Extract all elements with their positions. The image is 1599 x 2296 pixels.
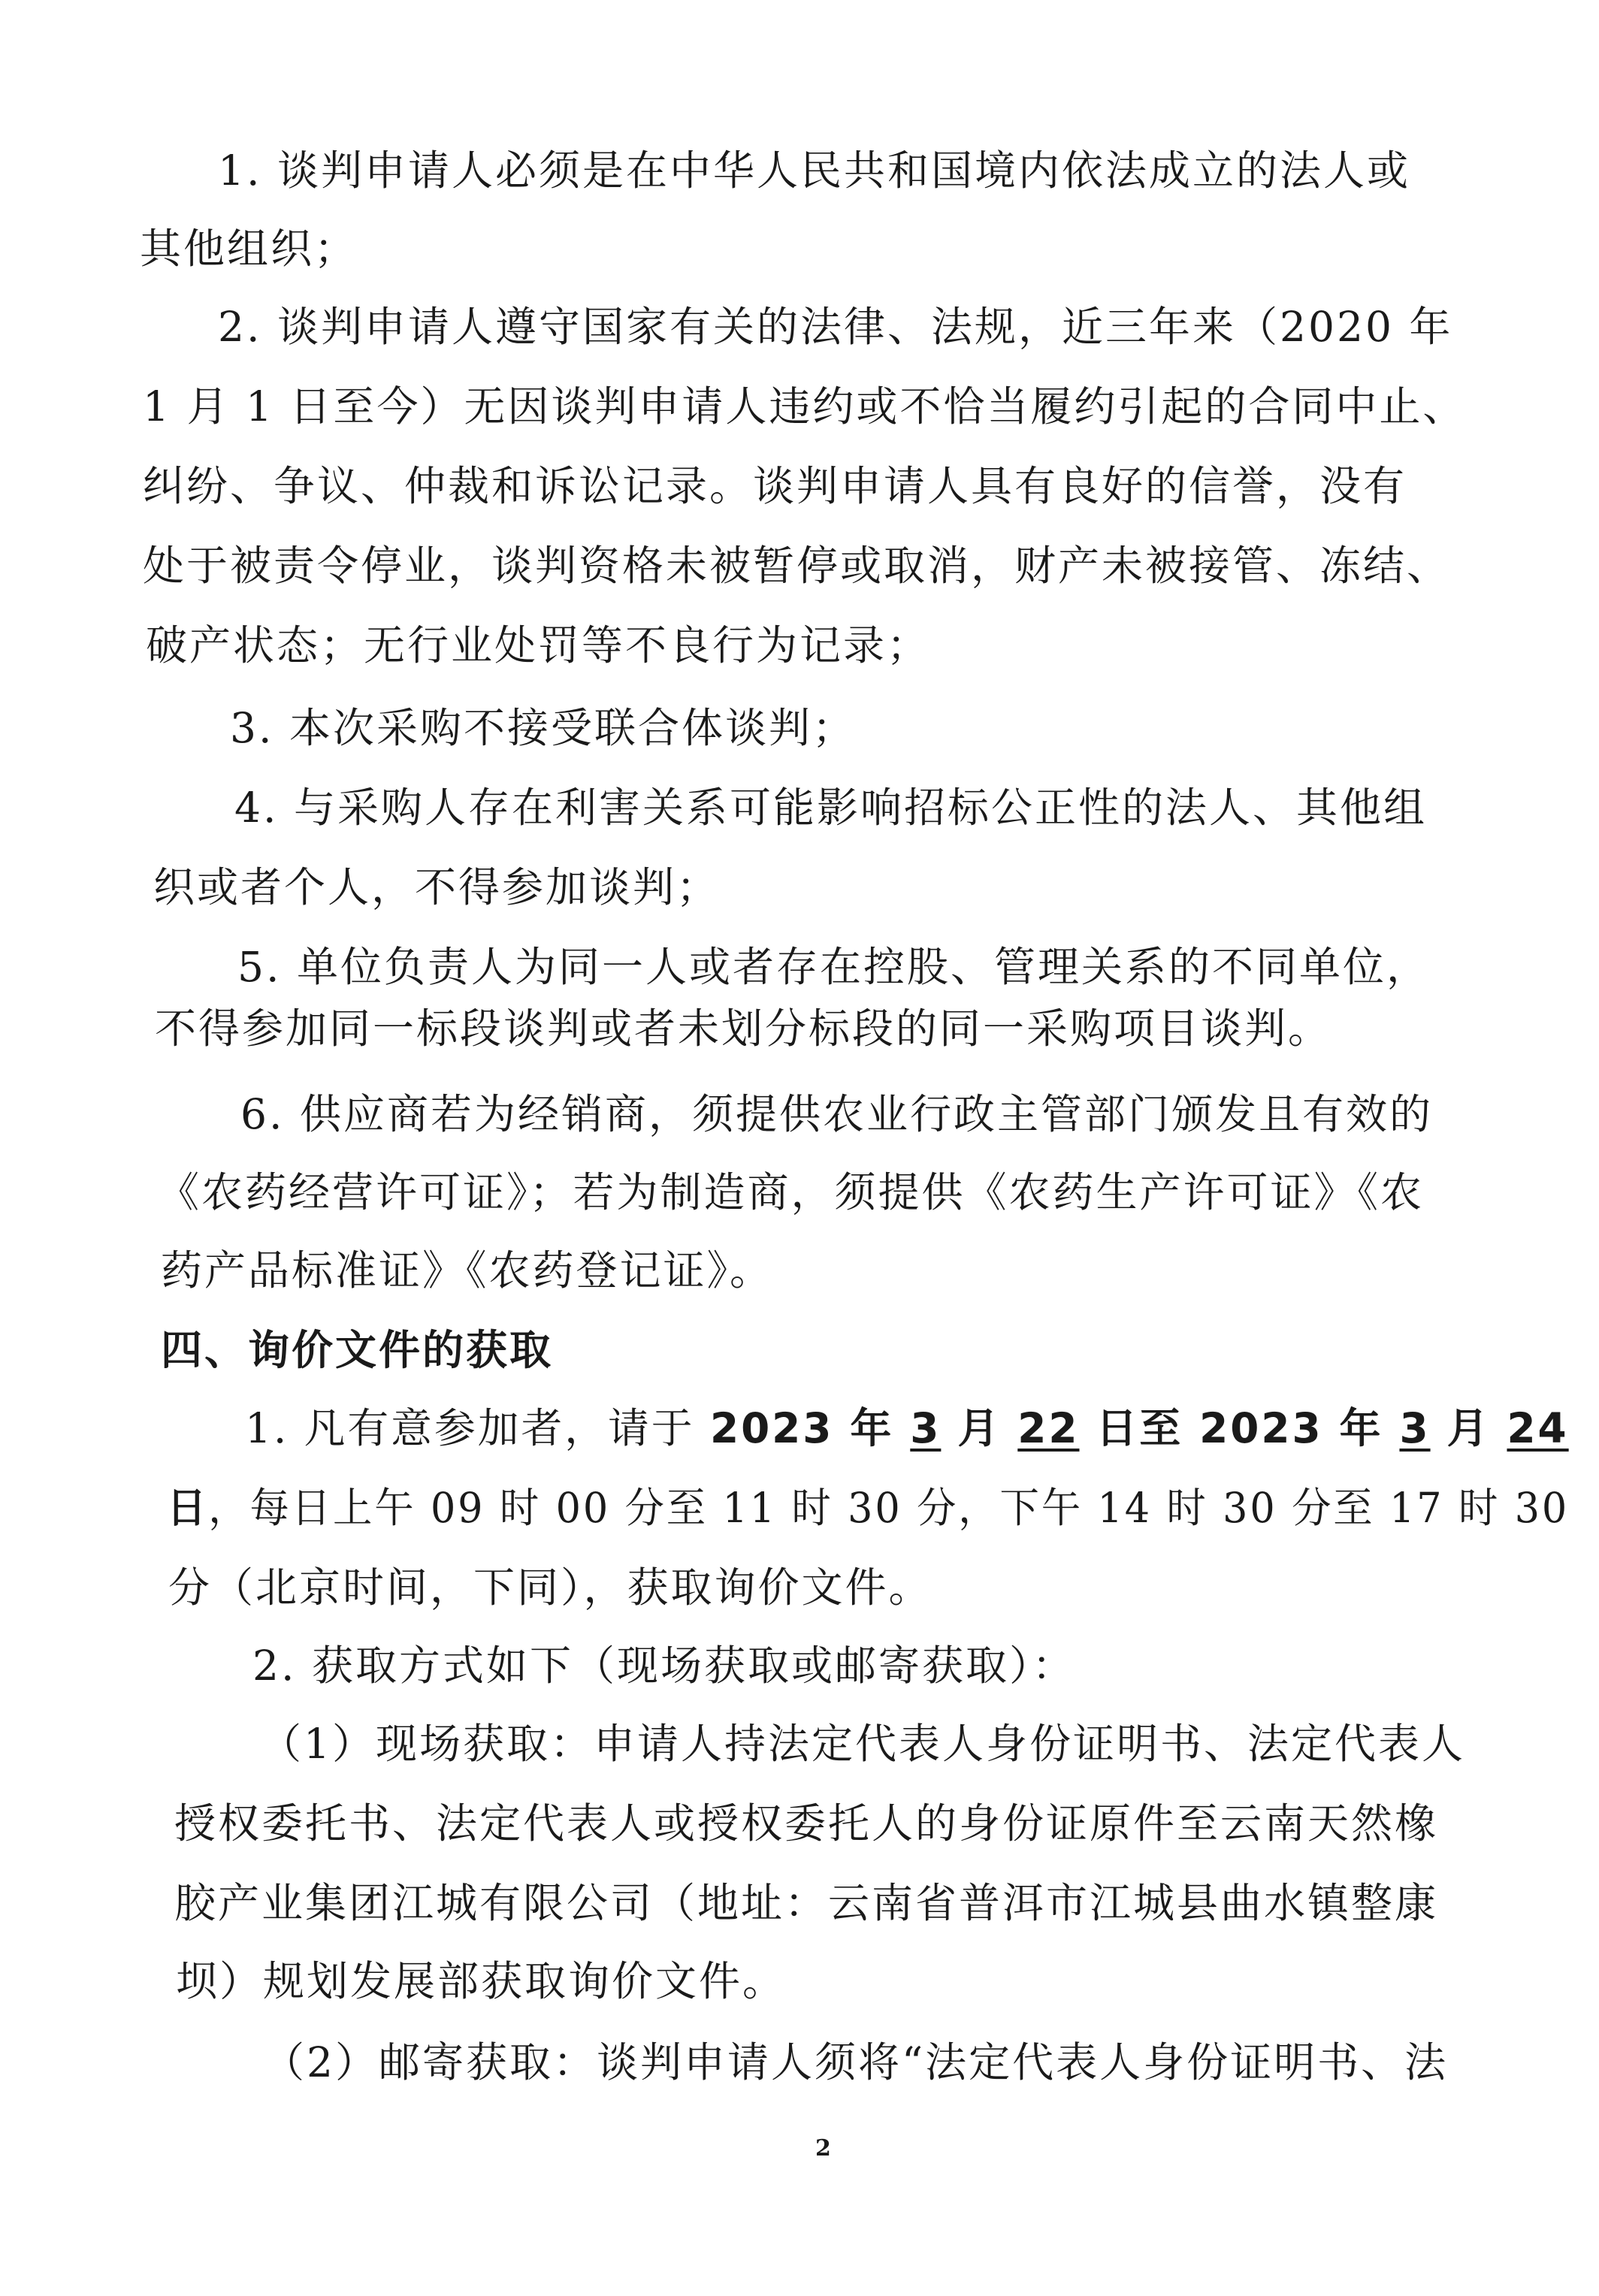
paragraph-line: 2. 获取方式如下（现场获取或邮寄获取）： bbox=[252, 1642, 1076, 1690]
end-day: 24 bbox=[1507, 1404, 1569, 1452]
paragraph-line: 分（北京时间，下同），获取询价文件。 bbox=[168, 1563, 932, 1612]
month-label: 月 bbox=[941, 1404, 1018, 1452]
end-year: 2023 bbox=[1199, 1404, 1323, 1452]
start-year: 2023 bbox=[709, 1404, 834, 1452]
paragraph-line: 织或者个人，不得参加谈判； bbox=[153, 863, 721, 911]
paragraph-line: 授权委托书、法定代表人或授权委托人的身份证原件至云南天然橡 bbox=[174, 1799, 1439, 1847]
paragraph-line: 《农药经营许可证》；若为制造商，须提供《农药生产许可证》《农 bbox=[158, 1168, 1425, 1216]
hours-text: ，每日上午 09 时 00 分至 11 时 30 分，下午 14 时 30 分至 17 时 30 bbox=[208, 1484, 1570, 1532]
acquire-prefix: 1. 凡有意参加者，请于 bbox=[245, 1404, 710, 1452]
paragraph-line: 坝）规划发展部获取询价文件。 bbox=[176, 1957, 787, 2005]
paragraph-line: 处于被责令停业，谈判资格未被暂停或取消，财产未被接管、冻结、 bbox=[143, 542, 1451, 590]
month-label: 月 bbox=[1430, 1404, 1507, 1452]
end-month: 3 bbox=[1399, 1404, 1431, 1452]
paragraph-line: 1. 谈判申请人必须是在中华人民共和国境内依法成立的法人或 bbox=[218, 147, 1410, 195]
paragraph-line: 其他组织； bbox=[140, 225, 358, 273]
paragraph-line: 药产品标准证》《农药登记证》。 bbox=[161, 1246, 774, 1295]
year-label: 年 bbox=[833, 1404, 911, 1452]
paragraph-line: 3. 本次采购不接受联合体谈判； bbox=[230, 704, 856, 752]
start-day: 22 bbox=[1017, 1404, 1080, 1452]
paragraph-line: 不得参加同一标段谈判或者未划分标段的同一采购项目谈判。 bbox=[155, 1005, 1332, 1053]
section-heading: 四、询价文件的获取 bbox=[161, 1326, 554, 1374]
page-number: 2 bbox=[815, 2135, 831, 2162]
paragraph-line: 破产状态；无行业处罚等不良行为记录； bbox=[146, 621, 931, 669]
acquire-period-line bbox=[245, 1402, 1569, 1455]
paragraph-line: （2）邮寄获取：谈判申请人须将“法定代表人身份证明书、法 bbox=[263, 2038, 1449, 2086]
end-day-label: 日 bbox=[167, 1484, 209, 1532]
acquire-hours-line bbox=[167, 1482, 1569, 1534]
paragraph-line: 纠纷、争议、仲裁和诉讼记录。谈判申请人具有良好的信誉，没有 bbox=[143, 462, 1407, 510]
start-month: 3 bbox=[910, 1404, 942, 1452]
paragraph-line: 6. 供应商若为经销商，须提供农业行政主管部门颁发且有效的 bbox=[240, 1090, 1433, 1138]
paragraph-line: （1）现场获取：申请人持法定代表人身份证明书、法定代表人 bbox=[260, 1720, 1465, 1768]
paragraph-line: 2. 谈判申请人遵守国家有关的法律、法规，近三年来（2020 年 bbox=[218, 303, 1453, 351]
paragraph-line: 胶产业集团江城有限公司（地址：云南省普洱市江城县曲水镇整康 bbox=[174, 1879, 1439, 1927]
paragraph-line: 4. 与采购人存在利害关系可能影响招标公正性的法人、其他组 bbox=[234, 784, 1427, 832]
year-label: 年 bbox=[1322, 1404, 1400, 1452]
day-to-label: 日至 bbox=[1079, 1404, 1200, 1452]
paragraph-line: 5. 单位负责人为同一人或者存在控股、管理关系的不同单位， bbox=[237, 943, 1430, 991]
paragraph-line: 1 月 1 日至今）无因谈判申请人违约或不恰当履约引起的合同中止、 bbox=[143, 382, 1467, 430]
